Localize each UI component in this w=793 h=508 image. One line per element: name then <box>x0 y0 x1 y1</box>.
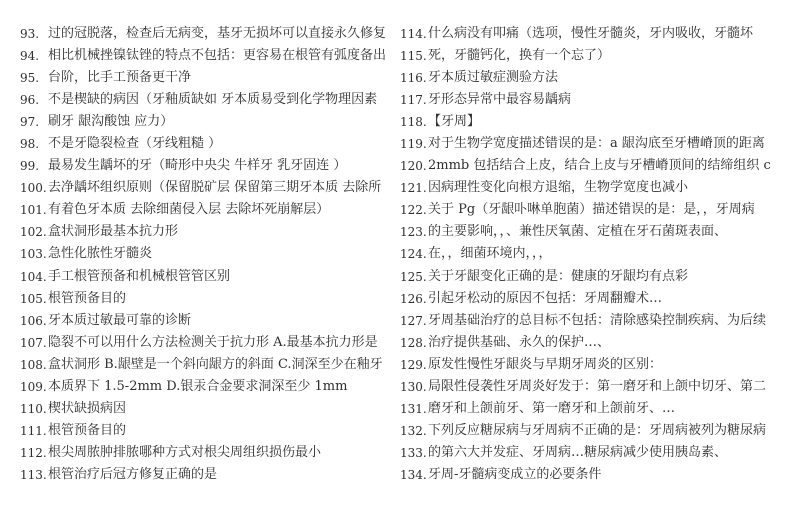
item-number: 124. <box>400 247 427 262</box>
item-number: 100. <box>20 181 47 196</box>
list-item <box>400 133 786 155</box>
item-text: 根管治疗后冠方修复正确的是 <box>48 466 218 482</box>
item-text: 牙本质过敏症测验方法 <box>428 70 559 86</box>
list-item <box>400 155 786 177</box>
item-text: 的第六大并发症、牙周病…糖尿病减少使用胰岛素、 <box>428 444 728 460</box>
list-item <box>400 111 786 133</box>
item-text: 根管预备目的 <box>48 422 127 438</box>
item-text: 楔状缺损病因 <box>48 400 127 416</box>
item-number: 98. <box>20 137 40 152</box>
item-number: 111. <box>20 423 47 438</box>
item-number: 99. <box>20 159 40 174</box>
item-number: 134. <box>400 467 427 482</box>
list-item <box>400 266 786 288</box>
list-item <box>400 332 786 354</box>
list-item <box>400 354 786 376</box>
item-text: 台阶，比手工预备更干净 <box>48 70 192 86</box>
item-number: 127. <box>400 313 427 328</box>
item-text: 牙本质过敏最可靠的诊断 <box>48 312 192 328</box>
item-number: 109. <box>20 379 47 394</box>
item-text: 牙周基础治疗的总目标不包括：清除感染控制疾病、为后续 <box>428 312 767 328</box>
list-item <box>400 177 786 199</box>
item-text: 对于生物学宽度描述错误的是：a 龈沟底至牙槽嵴顶的距离 <box>428 136 765 152</box>
item-text: 关于 Pg（牙龈卟啉单胞菌）描述错误的是：是，，牙周病 <box>428 202 755 218</box>
item-number: 126. <box>400 291 427 306</box>
item-number: 108. <box>20 357 47 372</box>
item-number: 110. <box>20 401 47 416</box>
item-number: 118. <box>400 115 427 130</box>
item-number: 95. <box>20 71 40 86</box>
list-item <box>20 442 394 464</box>
item-text: 根管预备目的 <box>48 290 127 306</box>
list-item <box>400 442 786 464</box>
item-number: 128. <box>400 335 427 350</box>
item-text: 过的冠脱落，检查后无病变，基牙无损坏可以直接永久修复 <box>48 26 387 41</box>
list-item <box>20 243 394 265</box>
item-number: 123. <box>400 225 427 240</box>
item-text: 隐裂不可以用什么方法检测关于抗力形 A.最基本抗力形是 <box>48 334 378 350</box>
list-item <box>400 45 786 67</box>
list-item <box>20 266 394 288</box>
item-text: 最易发生龋坏的牙（畸形中央尖 牛样牙 乳牙固连 ） <box>48 158 347 174</box>
list-item <box>20 199 394 221</box>
list-item <box>20 398 394 420</box>
right-column <box>400 23 786 486</box>
list-item <box>400 376 786 398</box>
list-item <box>400 420 786 442</box>
list-item <box>20 288 394 310</box>
item-number: 94. <box>20 49 40 64</box>
item-text: 引起牙松动的原因不包括：牙周翻瓣术… <box>428 290 663 306</box>
item-text: 2mmb 包括结合上皮，结合上皮与牙槽嵴顶间的结缔组织 c <box>428 158 771 174</box>
list-item <box>20 67 394 89</box>
item-number: 114. <box>400 27 427 41</box>
item-number: 117. <box>400 93 427 108</box>
item-text: 根尖周脓肿排脓哪种方式对根尖周组织损伤最小 <box>48 444 322 460</box>
list-item <box>400 23 786 45</box>
item-text: 牙形态异常中最容易龋病 <box>428 92 572 108</box>
item-text: 有着色牙本质 去除细菌侵入层 去除坏死崩解层） <box>48 202 330 218</box>
item-text: 【牙周】 <box>428 114 481 130</box>
item-number: 120. <box>400 159 427 174</box>
list-item <box>20 111 394 133</box>
item-text: 刷牙 龈沟酸蚀 应力） <box>48 114 174 130</box>
item-text: 盒状洞形 B.龈壁是一个斜向龈方的斜面 C.洞深至少在釉牙 <box>48 356 383 372</box>
item-text: 相比机械挫镍钛锉的特点不包括：更容易在根管有弧度备出 <box>48 48 387 64</box>
item-text: 急性化脓性牙髓炎 <box>48 246 153 262</box>
list-item <box>400 398 786 420</box>
item-number: 96. <box>20 93 40 108</box>
item-text: 去净龋坏组织原则（保留脱矿层 保留第三期牙本质 去除所 <box>48 180 382 196</box>
item-text: 下列反应糖尿病与牙周病不正确的是：牙周病被列为糖尿病 <box>428 422 767 438</box>
item-text: 关于牙龈变化正确的是：健康的牙龈均有点彩 <box>428 268 689 284</box>
item-number: 113. <box>20 467 47 482</box>
item-number: 119. <box>400 137 427 152</box>
item-text: 治疗提供基础、永久的保护…、 <box>428 334 611 350</box>
item-text: 不是牙隐裂检查（牙线粗糙 ） <box>48 136 222 152</box>
item-text: 死，牙髓钙化，换有一个忘了） <box>428 48 611 64</box>
list-item <box>20 420 394 442</box>
item-text: 局限性侵袭性牙周炎好发于：第一磨牙和上颌中切牙、第二 <box>428 378 767 394</box>
item-text: 盒状洞形最基本抗力形 <box>48 224 179 240</box>
item-number: 122. <box>400 203 427 218</box>
list-item <box>400 464 786 486</box>
item-text: 不是楔缺的病因（牙釉质缺如 牙本质易受到化学物理因素 <box>48 92 378 108</box>
item-number: 103. <box>20 247 47 262</box>
list-item <box>400 243 786 265</box>
item-text: 的主要影响，，、兼性厌氧菌、定植在牙石菌斑表面、 <box>428 224 728 240</box>
list-item <box>20 45 394 67</box>
list-item <box>400 199 786 221</box>
item-text: 什么病没有叩痛（选项，慢性牙髓炎，牙内吸收，牙髓坏 <box>428 26 754 41</box>
list-item <box>400 288 786 310</box>
list-item <box>20 310 394 332</box>
item-number: 105. <box>20 291 47 306</box>
list-item <box>20 89 394 111</box>
list-item <box>400 89 786 111</box>
item-number: 102. <box>20 225 47 240</box>
list-item <box>20 332 394 354</box>
left-column <box>20 23 394 486</box>
item-number: 115. <box>400 49 427 64</box>
item-text: 原发性慢性牙龈炎与早期牙周炎的区别： <box>428 356 663 372</box>
item-text: 本质界下 1.5-2mm D.银汞合金要求洞深至少 1mm <box>48 378 348 394</box>
list-item <box>20 23 394 45</box>
list-item <box>20 221 394 243</box>
item-number: 131. <box>400 401 427 416</box>
list-item <box>20 464 394 486</box>
item-number: 125. <box>400 269 427 284</box>
item-text: 因病理性变化向根方退缩，生物学宽度也减小 <box>428 180 689 196</box>
item-number: 101. <box>20 203 47 218</box>
list-item <box>20 354 394 376</box>
item-text: 磨牙和上颌前牙、第一磨牙和上颌前牙、… <box>428 400 676 416</box>
item-number: 116. <box>400 71 427 86</box>
item-number: 129. <box>400 357 427 372</box>
item-number: 107. <box>20 335 47 350</box>
list-item <box>20 133 394 155</box>
item-text: 手工根管预备和机械根管管区别 <box>48 268 231 284</box>
list-item <box>400 310 786 332</box>
list-item <box>20 177 394 199</box>
item-number: 132. <box>400 423 427 438</box>
list-item <box>20 155 394 177</box>
item-text: 牙周-牙髓病变成立的必要条件 <box>428 466 602 482</box>
item-number: 106. <box>20 313 47 328</box>
item-number: 93. <box>20 27 40 41</box>
item-number: 121. <box>400 181 427 196</box>
list-item <box>400 221 786 243</box>
item-number: 97. <box>20 115 40 130</box>
list-item <box>20 376 394 398</box>
item-number: 104. <box>20 269 47 284</box>
item-number: 112. <box>20 445 47 460</box>
item-number: 133. <box>400 445 427 460</box>
item-text: 在，，细菌环境内，，， <box>428 246 552 262</box>
list-item <box>400 67 786 89</box>
item-number: 130. <box>400 379 427 394</box>
